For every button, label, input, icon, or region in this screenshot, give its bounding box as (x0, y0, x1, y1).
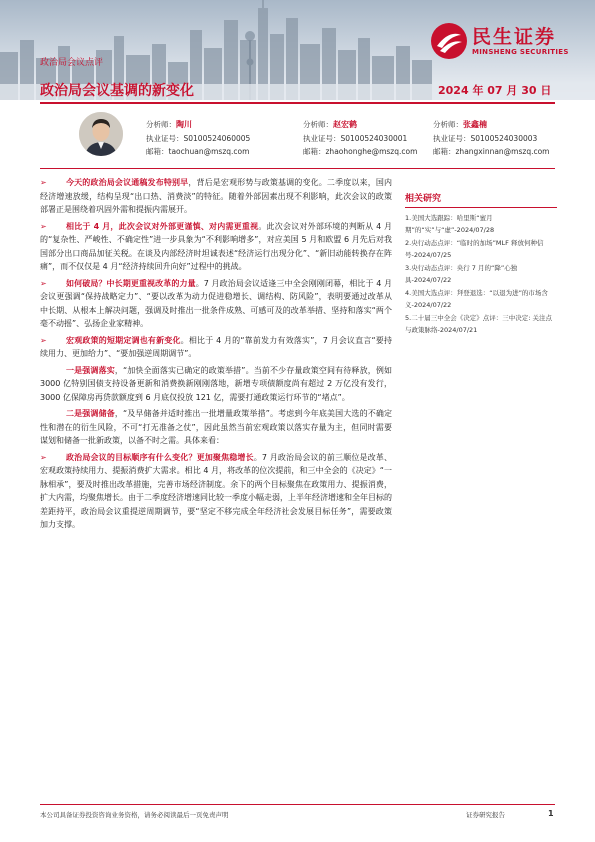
brand-name-cn: 民生证券 (472, 26, 557, 48)
paragraph-2 (40, 220, 392, 274)
paragraph-7 (40, 451, 392, 532)
main-content (40, 176, 392, 535)
analyst-email[interactable]: 邮箱：zhangxinnan@mszq.com (433, 147, 550, 156)
analyst-2 (303, 118, 417, 159)
related-item[interactable]: 4.美国大选点评：拜登退选：“以退为进”的市场含义-2024/07/22 (405, 289, 548, 309)
paragraph-highlight: 今天的政治局会议通稿发布特别早 (66, 178, 189, 187)
paragraph-text: ，“及早储备并适时推出一批增量政策举措”。考虑到今年底美国大选的不确定性和潜在的衍生风险，不可“打无准备之仗”，因此虽然当前宏观政策以落实存量为主，但同时需要谋划和储备一批新政策，以备不时之需。具体来看： (40, 409, 392, 445)
paragraph-highlight: 二是强调储备 (66, 409, 115, 418)
related-item[interactable]: 5.二十届三中全会《决定》点评：三中决定: 关注点与政策脉络-2024/07/21 (405, 314, 552, 334)
related-divider (405, 207, 557, 208)
page-title: 政治局会议基调的新变化 (40, 83, 194, 99)
footer-doc-type: 证券研究报告 (466, 811, 505, 819)
analyst-cert: 执业证号：S0100524060005 (146, 133, 251, 143)
analyst-label: 分析师： (303, 120, 333, 129)
analyst-avatar (79, 112, 123, 156)
paragraph-text: 。此次会议对外部环境的判断从 4 月的“复杂性、严峻性、不确定性”进一步具象为“不利影响增多”，对应美国 5 月和欧盟 6 月先后对我国部分出口商品加征关税。在谈及内部经济时坦诚表述“经济运行出现分化”、“新旧动能转换存在阵痛”，而不仅仅是 4 月“经济持续回升向好”过程中的挑战。 (40, 221, 392, 271)
paragraph-1 (40, 176, 392, 217)
paragraph-5 (40, 364, 392, 405)
page-number: 1 (548, 809, 554, 818)
paragraph-highlight: 相比于 4 月，此次会议对外部更谨慎、对内需更重视 (66, 221, 259, 231)
related-research (405, 191, 557, 337)
person-photo-icon (79, 112, 123, 156)
analyst-name: 赵宏鹤 (333, 120, 357, 129)
paragraph-4 (40, 334, 392, 361)
paragraph-text: 。7 月政治局会议的前三顺位是改革、宏观政策持续用力、提振消费扩大需求。相比 4 月，将改革的位次提前，和三中全会的《决定》“一脉相承”，要及时推出改革措施，完善市场经济制度。余下的两个目标聚焦在政策用力、提振消费，扩大内需，均聚焦增长。由于二季度经济增速同比较一季度小幅走弱，上半年经济增速和全年目标的差距持平，政治局会议重提逆周期调节，要“坚定不移完成全年经济社会发展目标任务”，需要政策加力支撑。 (40, 452, 392, 529)
paragraph-text: 。相比于 4 月的“靠前发力有效落实”，7 月会议直言“要持续用力、更加给力”、“要加强逆周期调节”。 (40, 335, 392, 358)
paragraph-highlight: 如何破局？中长期更重视改革的力量 (66, 278, 196, 288)
analyst-name: 陶川 (176, 120, 192, 129)
paragraph-highlight: 宏观政策的短期定调也有新变化 (66, 335, 181, 345)
analyst-name: 张鑫楠 (463, 120, 487, 129)
analyst-1 (146, 118, 250, 159)
arrow-bullet-icon: ➢ (40, 221, 47, 231)
paragraph-3 (40, 277, 392, 331)
report-date: 2024 年 07 月 30 日 (438, 84, 552, 97)
paragraph-text: 。7 月政治局会议适逢三中全会刚刚闭幕，相比于 4 月会议更强调“保持战略定力”、“要以改革为动力促进稳增长、调结构、防风险”，表明要通过改革从中长期、从根本上解决问题，强调及时推出一批条件成熟、可感可及的改革举措、坚持和落实“两个毫不动摇”、弘扬企业家精神。 (40, 278, 393, 328)
arrow-bullet-icon: ➢ (40, 452, 47, 462)
analyst-label: 分析师： (433, 120, 463, 129)
paragraph-highlight: 政治局会议的目标顺序有什么变化？更加聚焦稳增长 (66, 452, 254, 462)
related-item[interactable]: 2.央行动态点评：“临时的加场”MLF 释放何种信号-2024/07/25 (405, 239, 544, 259)
related-title: 相关研究 (405, 194, 442, 204)
arrow-bullet-icon: ➢ (40, 178, 47, 187)
footer-disclaimer: 本公司具备证券投资咨询业务资格，请务必阅读最后一页免责声明 (40, 811, 229, 819)
analyst-divider (40, 168, 555, 169)
brand-name-en: MINSHENG SECURITIES (472, 48, 569, 56)
header-divider (40, 102, 555, 104)
minsheng-logo-icon (430, 22, 468, 60)
related-item[interactable]: 1.美国大选跟踪：哈里斯“蜜月期”的“实”与“虚”-2024/07/28 (405, 214, 495, 234)
footer-divider (40, 804, 555, 805)
analyst-cert: 执业证号：S0100524030003 (433, 133, 538, 143)
paragraph-text: ，背后是宏观形势与政策基调的变化。二季度以来，国内经济增速放缓，结构呈现“出口热、消费淡”的特征。随着外部因素出现不利影响，此次会议的政策部署正是围绕着巩固外需和提振内需展开。 (40, 178, 393, 214)
analyst-cert: 执业证号：S0100524030001 (303, 133, 408, 143)
paragraph-text: ，“加快全面落实已确定的政策举措”。当前不少存量政策空间有待释放，例如 3000 亿特别国债支持设备更新和消费换新刚刚落地，新增专项债额度尚有超过 2 万亿没有发行，3000 亿保障房再贷款额度到 6 月底仅投放 121 亿，需要打通政策运行环节的“堵点”。 (40, 365, 392, 402)
analyst-email[interactable]: 邮箱：zhaohonghe@mszq.com (303, 147, 418, 156)
report-type: 政治局会议点评 (40, 58, 104, 68)
brand-logo (430, 20, 590, 64)
arrow-bullet-icon: ➢ (40, 278, 47, 288)
arrow-bullet-icon: ➢ (40, 335, 47, 345)
paragraph-6 (40, 407, 392, 448)
paragraph-highlight: 一是强调落实 (66, 365, 115, 375)
analyst-3 (433, 118, 550, 159)
analyst-email[interactable]: 邮箱：taochuan@mszq.com (146, 147, 250, 156)
analyst-label: 分析师： (146, 120, 176, 129)
related-item[interactable]: 3.央行动态点评：央行 7 月的“降”心独具-2024/07/22 (405, 264, 518, 284)
